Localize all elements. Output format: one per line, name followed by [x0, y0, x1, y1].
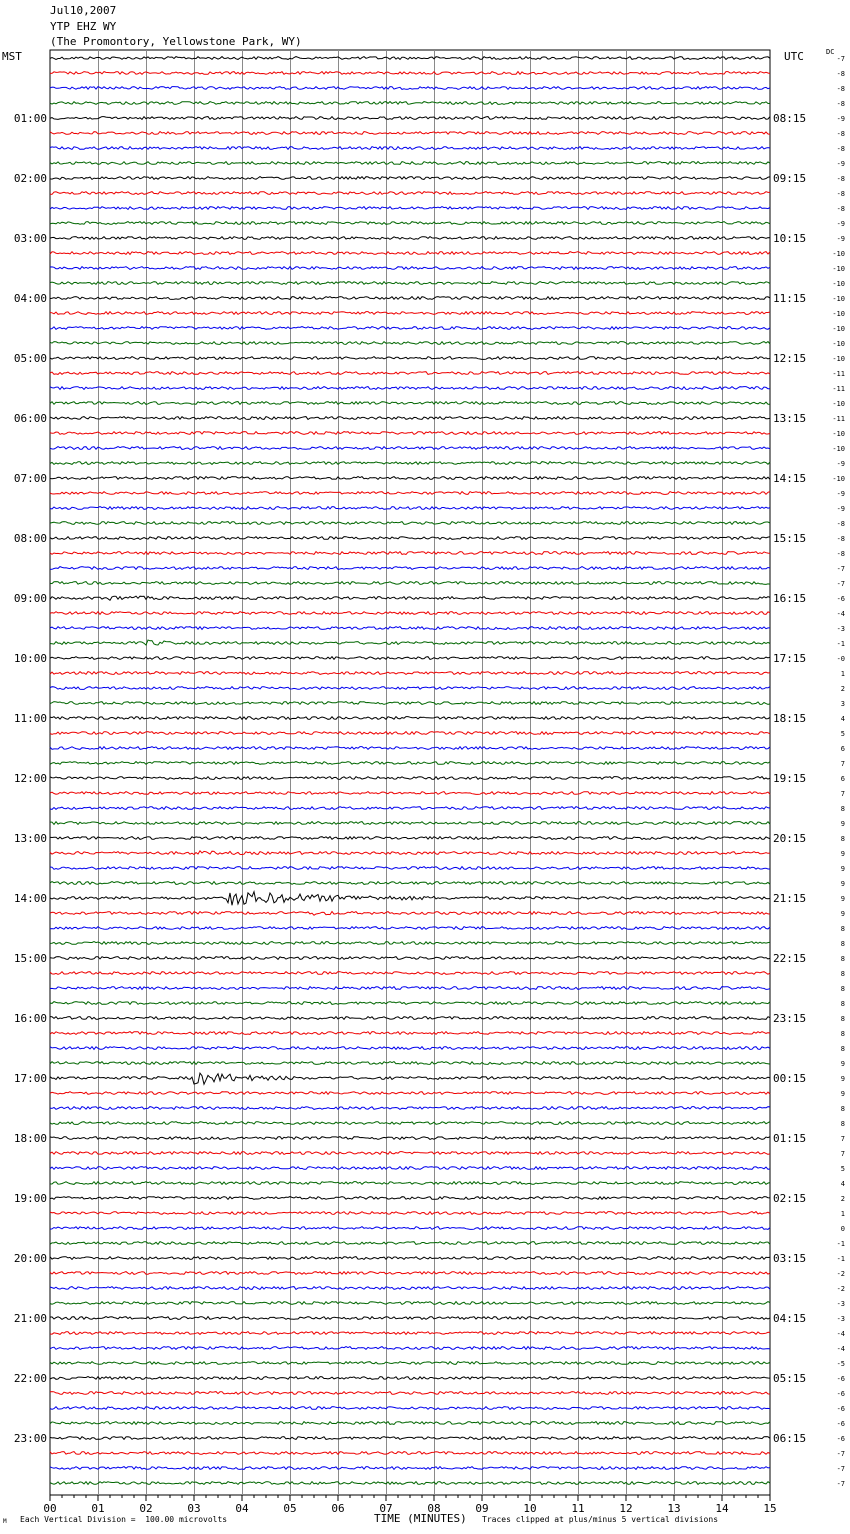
- utc-hour-label: 04:15: [773, 1312, 807, 1325]
- x-tick-label: 12: [619, 1502, 633, 1515]
- utc-hour-label: 22:15: [773, 952, 807, 965]
- mst-hour-label: 21:00: [13, 1312, 47, 1325]
- utc-hour-label: 03:15: [773, 1252, 807, 1265]
- trace-72: [50, 1137, 770, 1140]
- dc-offset-label: -8: [836, 550, 845, 558]
- x-tick-label: 14: [715, 1502, 729, 1515]
- dc-offset-label: -10: [832, 250, 845, 258]
- trace-6: [50, 147, 770, 150]
- dc-offset-label: -10: [832, 340, 845, 348]
- mst-hour-label: 19:00: [13, 1192, 47, 1205]
- trace-24: [50, 417, 770, 420]
- dc-offset-label: -11: [832, 385, 845, 393]
- x-tick-label: 07: [379, 1502, 393, 1515]
- trace-51: [50, 822, 770, 825]
- mst-hour-label: 09:00: [13, 592, 47, 605]
- dc-offset-label: 9: [840, 1060, 845, 1068]
- dc-offset-label: 8: [840, 1030, 845, 1038]
- dc-offset-label: -1: [836, 640, 845, 648]
- dc-offset-label: -7: [836, 1465, 845, 1473]
- trace-29: [50, 492, 770, 495]
- x-tick-label: 08: [427, 1502, 441, 1515]
- utc-hour-label: 01:15: [773, 1132, 807, 1145]
- trace-83: [50, 1302, 770, 1305]
- dc-offset-label: 1: [840, 1210, 845, 1218]
- mst-hour-label: 22:00: [13, 1372, 47, 1385]
- dc-offset-label: -11: [832, 370, 845, 378]
- x-tick-label: 06: [331, 1502, 345, 1515]
- mst-hour-label: 17:00: [13, 1072, 47, 1085]
- dc-offset-label: -7: [836, 580, 845, 588]
- mst-hour-label: 15:00: [13, 952, 47, 965]
- dc-offset-label: -2: [836, 1270, 845, 1278]
- dc-offset-label: 8: [840, 940, 845, 948]
- mst-hour-label: 10:00: [13, 652, 47, 665]
- trace-8: [50, 177, 770, 180]
- trace-60: [50, 957, 770, 960]
- footer-mark: M: [3, 1518, 7, 1525]
- trace-16: [50, 297, 770, 300]
- dc-offset-label: 9: [840, 880, 845, 888]
- dc-offset-label: 6: [840, 775, 845, 783]
- trace-87: [50, 1362, 770, 1365]
- trace-4: [50, 117, 770, 120]
- dc-offset-label: 9: [840, 820, 845, 828]
- trace-17: [50, 312, 770, 315]
- dc-offset-label: -6: [836, 1435, 845, 1443]
- dc-offset-label: 8: [840, 1015, 845, 1023]
- dc-offset-label: 0: [840, 1225, 845, 1233]
- utc-hour-label: 23:15: [773, 1012, 807, 1025]
- trace-75: [50, 1182, 770, 1185]
- dc-offset-label: -6: [836, 1390, 845, 1398]
- mst-hour-label: 07:00: [13, 472, 47, 485]
- trace-3: [50, 102, 770, 105]
- trace-34: [50, 567, 770, 570]
- dc-offset-label: 5: [840, 1165, 845, 1173]
- utc-hour-label: 18:15: [773, 712, 807, 725]
- trace-62: [50, 987, 770, 990]
- dc-offset-label: -10: [832, 265, 845, 273]
- utc-hour-label: 08:15: [773, 112, 807, 125]
- utc-hour-label: 13:15: [773, 412, 807, 425]
- trace-37: [50, 612, 770, 615]
- dc-offset-label: 2: [840, 685, 845, 693]
- station-label: YTP EHZ WY: [50, 20, 117, 33]
- dc-offset-label: -8: [836, 85, 845, 93]
- dc-offset-label: -4: [836, 610, 845, 618]
- trace-30: [50, 507, 770, 510]
- trace-76: [50, 1197, 770, 1200]
- dc-offset-label: -10: [832, 445, 845, 453]
- trace-48: [50, 777, 770, 780]
- trace-73: [50, 1152, 770, 1155]
- dc-offset-label: 4: [840, 1180, 845, 1188]
- x-tick-label: 11: [571, 1502, 585, 1515]
- dc-offset-label: -10: [832, 295, 845, 303]
- dc-offset-label: -8: [836, 130, 845, 138]
- dc-offset-label: 9: [840, 1090, 845, 1098]
- trace-56: [50, 892, 770, 906]
- utc-hour-label: 06:15: [773, 1432, 807, 1445]
- dc-label: DC: [826, 48, 835, 56]
- dc-offset-label: -10: [832, 430, 845, 438]
- mst-hour-label: 14:00: [13, 892, 47, 905]
- dc-offset-label: -9: [836, 490, 845, 498]
- dc-offset-label: -8: [836, 205, 845, 213]
- mst-hour-label: 12:00: [13, 772, 47, 785]
- trace-36: [50, 596, 770, 600]
- trace-38: [50, 627, 770, 630]
- trace-65: [50, 1032, 770, 1035]
- dc-offset-label: 2: [840, 1195, 845, 1203]
- trace-80: [50, 1257, 770, 1260]
- dc-offset-label: -2: [836, 1285, 845, 1293]
- dc-offset-label: -3: [836, 625, 845, 633]
- dc-offset-label: -8: [836, 145, 845, 153]
- trace-59: [50, 942, 770, 945]
- x-tick-label: 10: [523, 1502, 537, 1515]
- trace-70: [50, 1107, 770, 1110]
- trace-82: [50, 1287, 770, 1290]
- dc-offset-label: 9: [840, 895, 845, 903]
- trace-43: [50, 702, 770, 705]
- dc-offset-label: 8: [840, 985, 845, 993]
- trace-32: [50, 537, 770, 540]
- trace-52: [50, 837, 770, 840]
- trace-9: [50, 192, 770, 195]
- mst-hour-label: 23:00: [13, 1432, 47, 1445]
- trace-71: [50, 1122, 770, 1125]
- trace-25: [50, 432, 770, 435]
- trace-19: [50, 342, 770, 345]
- trace-46: [50, 747, 770, 750]
- utc-hour-label: 19:15: [773, 772, 807, 785]
- trace-10: [50, 207, 770, 210]
- trace-54: [50, 867, 770, 870]
- x-tick-label: 01: [91, 1502, 105, 1515]
- dc-offset-label: 7: [840, 1150, 845, 1158]
- dc-offset-label: -9: [836, 460, 845, 468]
- scale-note: Each Vertical Division = 100.00 microvolts: [20, 1515, 228, 1524]
- dc-offset-label: 8: [840, 835, 845, 843]
- trace-7: [50, 162, 770, 165]
- trace-39: [50, 640, 770, 645]
- trace-13: [50, 252, 770, 255]
- dc-offset-label: 8: [840, 1045, 845, 1053]
- trace-11: [50, 222, 770, 225]
- utc-hour-label: 05:15: [773, 1372, 807, 1385]
- mst-hour-label: 04:00: [13, 292, 47, 305]
- utc-hour-label: 12:15: [773, 352, 807, 365]
- trace-64: [50, 1017, 770, 1020]
- dc-offset-label: -8: [836, 190, 845, 198]
- dc-offset-label: 8: [840, 805, 845, 813]
- trace-84: [50, 1317, 770, 1320]
- dc-offset-label: -9: [836, 505, 845, 513]
- mst-hour-label: 03:00: [13, 232, 47, 245]
- utc-label: UTC: [784, 50, 804, 63]
- dc-offset-label: -8: [836, 535, 845, 543]
- dc-offset-label: 9: [840, 865, 845, 873]
- mst-hour-label: 20:00: [13, 1252, 47, 1265]
- dc-offset-label: 8: [840, 970, 845, 978]
- utc-hour-label: 11:15: [773, 292, 807, 305]
- dc-offset-label: 4: [840, 715, 845, 723]
- trace-23: [50, 402, 770, 405]
- trace-41: [50, 672, 770, 675]
- trace-58: [50, 927, 770, 930]
- trace-21: [50, 372, 770, 375]
- dc-offset-label: -7: [836, 1450, 845, 1458]
- trace-88: [50, 1377, 770, 1380]
- trace-28: [50, 477, 770, 480]
- dc-offset-label: -10: [832, 280, 845, 288]
- trace-44: [50, 717, 770, 720]
- dc-offset-label: 9: [840, 910, 845, 918]
- trace-68: [50, 1073, 770, 1084]
- dc-offset-label: -8: [836, 175, 845, 183]
- trace-55: [50, 882, 770, 885]
- mst-label: MST: [2, 50, 22, 63]
- trace-94: [50, 1467, 770, 1470]
- dc-offset-label: -9: [836, 220, 845, 228]
- trace-79: [50, 1242, 770, 1245]
- trace-18: [50, 327, 770, 330]
- mst-hour-label: 02:00: [13, 172, 47, 185]
- trace-90: [50, 1407, 770, 1410]
- trace-42: [50, 687, 770, 690]
- mst-hour-label: 05:00: [13, 352, 47, 365]
- location-label: (The Promontory, Yellowstone Park, WY): [50, 35, 302, 48]
- dc-offset-label: -4: [836, 1330, 845, 1338]
- dc-offset-label: 8: [840, 1000, 845, 1008]
- x-tick-label: 03: [187, 1502, 201, 1515]
- trace-22: [50, 387, 770, 390]
- utc-hour-label: 21:15: [773, 892, 807, 905]
- trace-67: [50, 1062, 770, 1065]
- dc-offset-label: -6: [836, 1375, 845, 1383]
- dc-offset-label: -10: [832, 475, 845, 483]
- dc-offset-label: 8: [840, 1105, 845, 1113]
- trace-40: [50, 657, 770, 660]
- dc-offset-label: 7: [840, 760, 845, 768]
- dc-offset-label: 1: [840, 670, 845, 678]
- trace-91: [50, 1422, 770, 1425]
- dc-offset-label: -7: [836, 55, 845, 63]
- x-axis-title: TIME (MINUTES): [374, 1512, 467, 1525]
- clip-note: Traces clipped at plus/minus 5 vertical divisions: [482, 1515, 719, 1524]
- dc-offset-label: -1: [836, 1240, 845, 1248]
- dc-offset-label: 3: [840, 700, 845, 708]
- trace-45: [50, 732, 770, 735]
- mst-hour-label: 11:00: [13, 712, 47, 725]
- dc-offset-label: 7: [840, 1135, 845, 1143]
- mst-hour-label: 13:00: [13, 832, 47, 845]
- dc-offset-label: -8: [836, 100, 845, 108]
- dc-offset-label: 8: [840, 925, 845, 933]
- dc-offset-label: -1: [836, 1255, 845, 1263]
- x-tick-label: 00: [43, 1502, 57, 1515]
- trace-49: [50, 792, 770, 795]
- dc-offset-label: 9: [840, 1075, 845, 1083]
- x-tick-label: 02: [139, 1502, 153, 1515]
- trace-33: [50, 552, 770, 555]
- trace-93: [50, 1452, 770, 1455]
- dc-offset-label: 6: [840, 745, 845, 753]
- utc-hour-label: 02:15: [773, 1192, 807, 1205]
- dc-offset-label: 8: [840, 955, 845, 963]
- dc-offset-label: -9: [836, 235, 845, 243]
- date-label: Jul10,2007: [50, 4, 117, 17]
- dc-offset-label: -8: [836, 520, 845, 528]
- dc-offset-label: -4: [836, 1345, 845, 1353]
- mst-hour-label: 18:00: [13, 1132, 47, 1145]
- trace-2: [50, 87, 770, 90]
- trace-61: [50, 972, 770, 975]
- dc-offset-label: 8: [840, 1120, 845, 1128]
- trace-20: [50, 357, 770, 360]
- trace-5: [50, 132, 770, 135]
- trace-77: [50, 1212, 770, 1215]
- x-tick-label: 09: [475, 1502, 489, 1515]
- dc-offset-label: -8: [836, 70, 845, 78]
- trace-92: [50, 1437, 770, 1440]
- utc-hour-label: 14:15: [773, 472, 807, 485]
- mst-hour-label: 06:00: [13, 412, 47, 425]
- trace-27: [50, 462, 770, 465]
- trace-47: [50, 762, 770, 765]
- mst-hour-label: 08:00: [13, 532, 47, 545]
- dc-offset-label: -9: [836, 115, 845, 123]
- trace-53: [50, 851, 770, 855]
- trace-86: [50, 1347, 770, 1350]
- dc-offset-label: -3: [836, 1315, 845, 1323]
- trace-26: [50, 447, 770, 450]
- utc-hour-label: 00:15: [773, 1072, 807, 1085]
- utc-hour-label: 15:15: [773, 532, 807, 545]
- dc-offset-label: 7: [840, 790, 845, 798]
- dc-offset-label: -10: [832, 400, 845, 408]
- dc-offset-label: -10: [832, 355, 845, 363]
- dc-offset-label: -3: [836, 1300, 845, 1308]
- dc-offset-label: -7: [836, 565, 845, 573]
- dc-offset-label: -11: [832, 415, 845, 423]
- trace-69: [50, 1092, 770, 1095]
- trace-14: [50, 267, 770, 270]
- mst-hour-label: 01:00: [13, 112, 47, 125]
- trace-0: [50, 57, 770, 60]
- dc-offset-label: -6: [836, 1405, 845, 1413]
- mst-hour-label: 16:00: [13, 1012, 47, 1025]
- dc-offset-label: -6: [836, 595, 845, 603]
- x-tick-label: 15: [763, 1502, 777, 1515]
- utc-hour-label: 10:15: [773, 232, 807, 245]
- trace-57: [50, 912, 770, 916]
- trace-66: [50, 1047, 770, 1050]
- utc-hour-label: 16:15: [773, 592, 807, 605]
- trace-1: [50, 72, 770, 75]
- trace-78: [50, 1227, 770, 1230]
- trace-89: [50, 1392, 770, 1395]
- utc-hour-label: 20:15: [773, 832, 807, 845]
- dc-offset-label: -7: [836, 1480, 845, 1488]
- dc-offset-label: -10: [832, 310, 845, 318]
- trace-63: [50, 1002, 770, 1005]
- trace-12: [50, 237, 770, 240]
- dc-offset-label: -6: [836, 1420, 845, 1428]
- trace-50: [50, 807, 770, 810]
- dc-offset-label: 5: [840, 730, 845, 738]
- trace-31: [50, 522, 770, 525]
- dc-offset-label: -10: [832, 325, 845, 333]
- utc-hour-label: 09:15: [773, 172, 807, 185]
- x-tick-label: 05: [283, 1502, 297, 1515]
- trace-15: [50, 282, 770, 285]
- trace-81: [50, 1272, 770, 1275]
- trace-85: [50, 1332, 770, 1335]
- utc-hour-label: 17:15: [773, 652, 807, 665]
- x-tick-label: 13: [667, 1502, 681, 1515]
- dc-offset-label: -9: [836, 160, 845, 168]
- trace-95: [50, 1482, 770, 1485]
- trace-74: [50, 1167, 770, 1170]
- dc-offset-label: 9: [840, 850, 845, 858]
- trace-35: [50, 582, 770, 585]
- dc-offset-label: -0: [836, 655, 845, 663]
- dc-offset-label: -5: [836, 1360, 845, 1368]
- x-tick-label: 04: [235, 1502, 249, 1515]
